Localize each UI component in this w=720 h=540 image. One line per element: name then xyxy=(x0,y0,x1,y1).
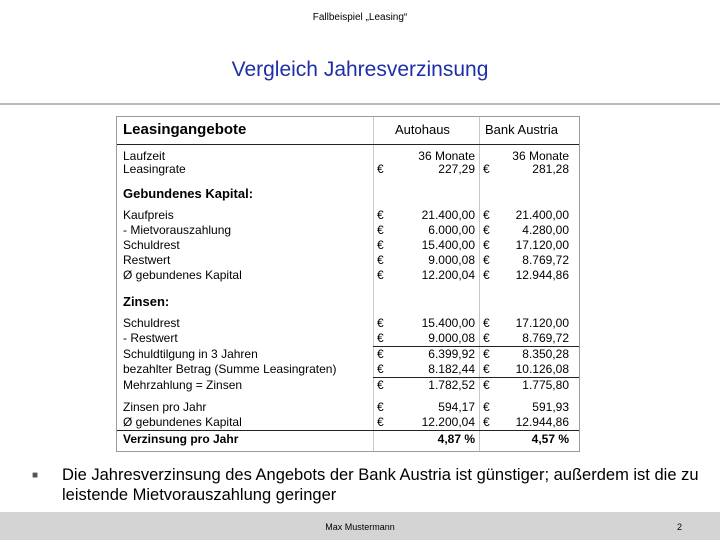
bank-value: 281,28 xyxy=(532,162,569,176)
euro-symbol: € xyxy=(377,347,384,361)
column-header-bank-austria: Bank Austria xyxy=(485,122,558,137)
autohaus-value: 12.200,04 xyxy=(421,268,475,282)
euro-symbol: € xyxy=(377,208,384,222)
bank-value: 36 Monate xyxy=(512,149,569,163)
header-divider xyxy=(117,144,579,145)
bank-value: 591,93 xyxy=(532,400,569,414)
row-label: Schuldtilgung in 3 Jahren xyxy=(123,347,258,361)
euro-symbol: € xyxy=(483,223,490,237)
title-divider xyxy=(0,103,720,105)
autohaus-value: 15.400,00 xyxy=(421,238,475,252)
autohaus-value: 9.000,08 xyxy=(428,331,475,345)
autohaus-value: 36 Monate xyxy=(418,149,475,163)
row-label: Kaufpreis xyxy=(123,208,174,222)
row-label: Schuldrest xyxy=(123,316,180,330)
table-heading: Leasingangebote xyxy=(123,121,247,138)
footer-bar xyxy=(0,512,720,540)
bank-value: 8.769,72 xyxy=(522,253,569,267)
bank-value: 1.775,80 xyxy=(522,378,569,392)
grid-line xyxy=(479,117,480,451)
euro-symbol: € xyxy=(377,238,384,252)
euro-symbol: € xyxy=(483,316,490,330)
row-label: Verzinsung pro Jahr xyxy=(123,432,239,446)
euro-symbol: € xyxy=(377,400,384,414)
autohaus-value: 21.400,00 xyxy=(421,208,475,222)
row-label: Zinsen pro Jahr xyxy=(123,400,207,414)
leasing-comparison-table xyxy=(116,116,580,452)
total-line xyxy=(117,430,579,431)
autohaus-value: 9.000,08 xyxy=(428,253,475,267)
euro-symbol: € xyxy=(377,253,384,267)
bank-value: 21.400,00 xyxy=(515,208,569,222)
euro-symbol: € xyxy=(483,378,490,392)
row-label: Schuldrest xyxy=(123,238,180,252)
euro-symbol: € xyxy=(483,208,490,222)
grid-line xyxy=(373,117,374,451)
autohaus-value: 1.782,52 xyxy=(428,378,475,392)
autohaus-value: 6.000,00 xyxy=(428,223,475,237)
bank-value: 17.120,00 xyxy=(515,238,569,252)
euro-symbol: € xyxy=(483,415,490,429)
bank-value: 17.120,00 xyxy=(515,316,569,330)
euro-symbol: € xyxy=(483,362,490,376)
autohaus-value: 8.182,44 xyxy=(428,362,475,376)
slide-title: Vergleich Jahresverzinsung xyxy=(231,58,489,81)
euro-symbol: € xyxy=(483,253,490,267)
row-label: - Mietvorauszahlung xyxy=(123,223,232,237)
page-number: 2 xyxy=(676,522,682,532)
header-title: Fallbeispiel „Leasing“ xyxy=(312,12,408,23)
row-label: Leasingrate xyxy=(123,162,186,176)
euro-symbol: € xyxy=(377,268,384,282)
bank-value: 4.280,00 xyxy=(522,223,569,237)
autohaus-value: 6.399,92 xyxy=(428,347,475,361)
bank-value: 12.944,86 xyxy=(515,415,569,429)
euro-symbol: € xyxy=(377,362,384,376)
euro-symbol: € xyxy=(483,400,490,414)
row-label: Mehrzahlung = Zinsen xyxy=(123,378,243,392)
bank-value: 8.769,72 xyxy=(522,331,569,345)
euro-symbol: € xyxy=(377,223,384,237)
euro-symbol: € xyxy=(483,347,490,361)
bullet-icon: ■ xyxy=(32,470,39,481)
section-heading-kapital: Gebundenes Kapital: xyxy=(123,186,254,201)
bank-value: 4,57 % xyxy=(531,432,569,446)
row-label: Ø gebundenes Kapital xyxy=(123,415,242,429)
euro-symbol: € xyxy=(483,238,490,252)
row-label: bezahlter Betrag (Summe Leasingraten) xyxy=(123,362,337,376)
euro-symbol: € xyxy=(377,162,384,176)
euro-symbol: € xyxy=(377,378,384,392)
bank-value: 8.350,28 xyxy=(522,347,569,361)
row-label: Restwert xyxy=(123,253,171,267)
bank-value: 10.126,08 xyxy=(515,362,569,376)
euro-symbol: € xyxy=(483,331,490,345)
autohaus-value: 15.400,00 xyxy=(421,316,475,330)
autohaus-value: 4,87 % xyxy=(437,432,475,446)
euro-symbol: € xyxy=(377,331,384,345)
row-label: Ø gebundenes Kapital xyxy=(123,268,242,282)
autohaus-value: 12.200,04 xyxy=(421,415,475,429)
column-header-autohaus: Autohaus xyxy=(395,122,450,137)
euro-symbol: € xyxy=(377,316,384,330)
bullet-text: Die Jahresverzinsung des Angebots der Bank Austria ist günstiger; außerdem ist die zu leistende Mietvorauszahlung geringer xyxy=(62,466,699,504)
autohaus-value: 227,29 xyxy=(438,162,475,176)
euro-symbol: € xyxy=(483,162,490,176)
euro-symbol: € xyxy=(483,268,490,282)
bank-value: 12.944,86 xyxy=(515,268,569,282)
row-label: Laufzeit xyxy=(123,149,166,163)
autohaus-value: 594,17 xyxy=(438,400,475,414)
euro-symbol: € xyxy=(377,415,384,429)
footer-author: Max Mustermann xyxy=(325,522,395,532)
row-label: - Restwert xyxy=(123,331,178,345)
section-heading-zinsen: Zinsen: xyxy=(123,294,170,309)
